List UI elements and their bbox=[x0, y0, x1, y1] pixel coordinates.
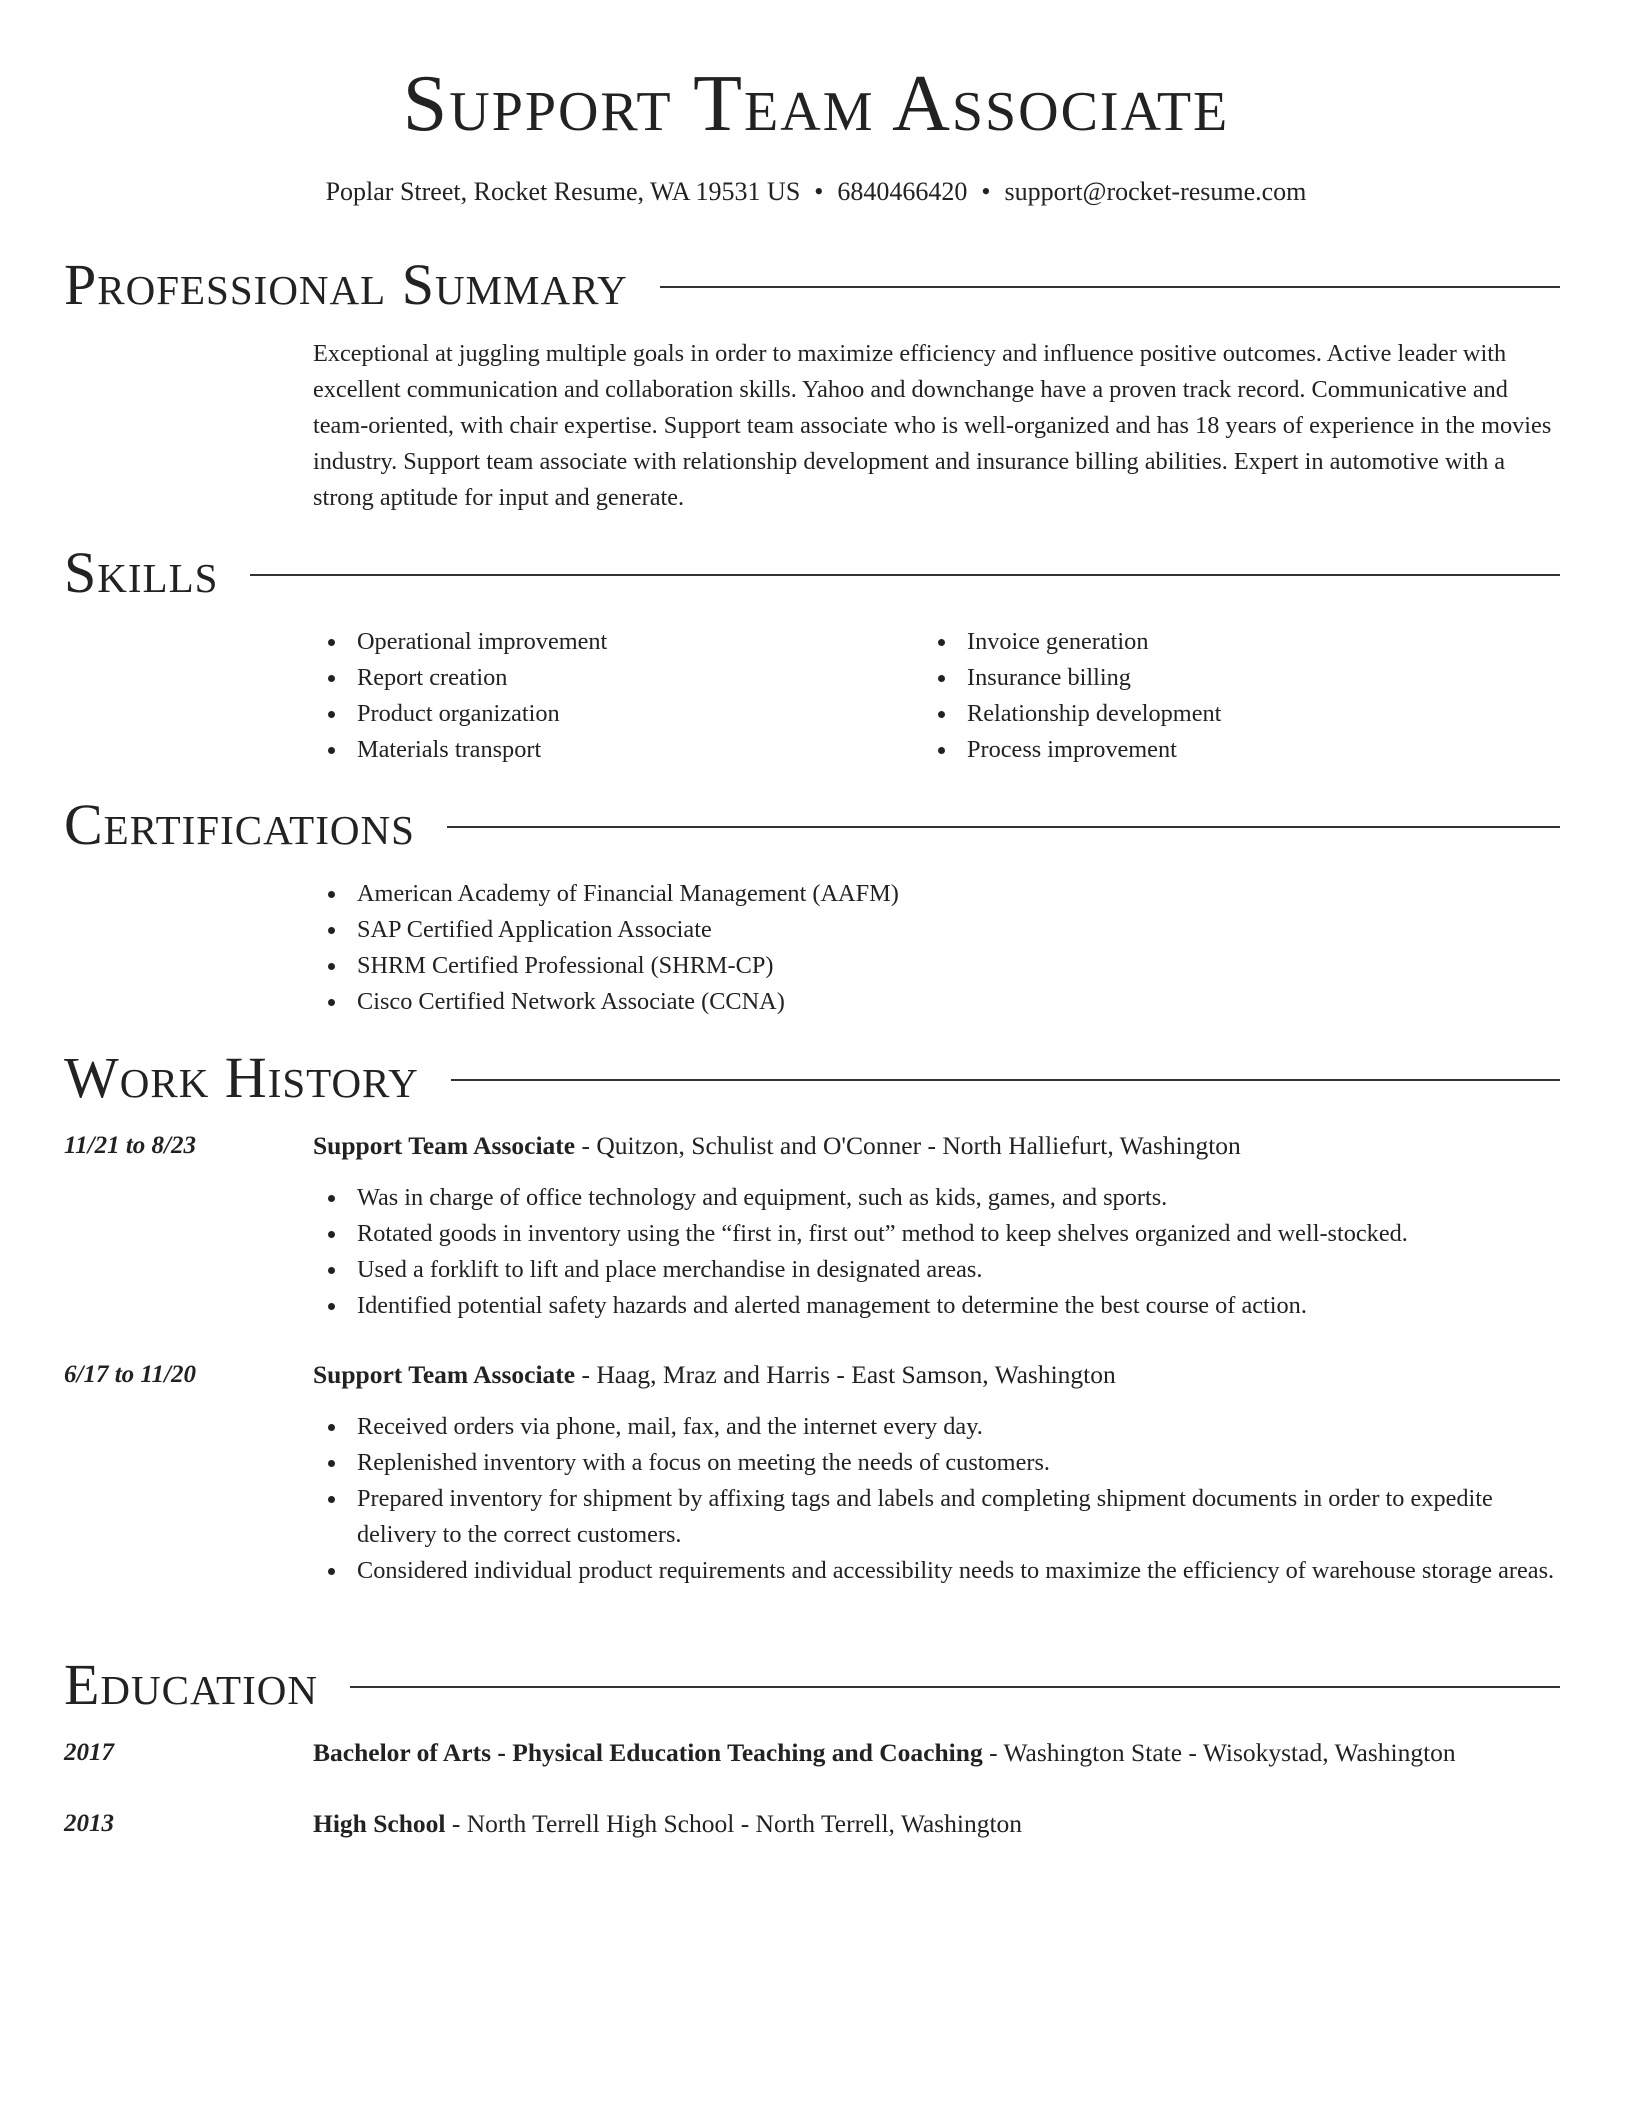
job-dates: 11/21 to 8/23 bbox=[64, 1132, 196, 1159]
education-degree: High School bbox=[313, 1809, 446, 1838]
job-title-line bbox=[313, 1128, 1560, 1164]
skills-section-header bbox=[64, 538, 1560, 608]
contact-separator: • bbox=[981, 177, 991, 206]
job-bullet: Identified potential safety hazards and alerted management to determine the best course of action. bbox=[313, 1288, 1560, 1324]
resume-name: Support Team Associate bbox=[402, 60, 1230, 148]
education-heading: Education bbox=[64, 1652, 318, 1717]
certification-item: Cisco Certified Network Associate (CCNA) bbox=[313, 984, 1560, 1020]
education-school: - Washington State - Wisokystad, Washington bbox=[982, 1738, 1456, 1767]
section-divider bbox=[250, 574, 1560, 576]
skills-list-left bbox=[313, 624, 913, 768]
skills-list-right bbox=[923, 624, 1523, 768]
certification-item: American Academy of Financial Management (AAFM) bbox=[313, 876, 1560, 912]
education-school: - North Terrell High School - North Terrell, Washington bbox=[445, 1809, 1023, 1838]
job-title-line bbox=[313, 1357, 1560, 1393]
summary-section-header bbox=[64, 250, 1560, 320]
section-divider bbox=[447, 826, 1560, 828]
education-section-header bbox=[64, 1650, 1560, 1720]
contact-line bbox=[0, 176, 1632, 208]
contact-separator: • bbox=[814, 177, 824, 206]
section-divider bbox=[350, 1686, 1560, 1688]
education-line bbox=[313, 1806, 1560, 1842]
job-bullets bbox=[313, 1180, 1560, 1324]
skill-item: Insurance billing bbox=[923, 660, 1523, 696]
contact-phone: 6840466420 bbox=[837, 177, 968, 206]
job-title: Support Team Associate bbox=[313, 1131, 576, 1160]
summary-heading: Professional Summary bbox=[64, 252, 628, 317]
job-bullets bbox=[313, 1409, 1560, 1589]
summary-text: Exceptional at juggling multiple goals in order to maximize efficiency and influence positive outcomes. Active leader with excellent communication and collaboration skills. Yahoo and downchange have a proven track record. Communicative and team-oriented, with chair expertise. Support team associate who is well-organized and has 18 years of experience in the movies industry. Support team associate with relationship development and insurance billing abilities. Expert in automotive with a strong aptitude for input and generate. bbox=[313, 340, 1552, 511]
education-year: 2013 bbox=[64, 1810, 114, 1837]
skill-item: Report creation bbox=[313, 660, 913, 696]
skill-item: Process improvement bbox=[923, 732, 1523, 768]
job-bullet: Replenished inventory with a focus on meeting the needs of customers. bbox=[313, 1445, 1560, 1481]
job-bullet: Received orders via phone, mail, fax, and the internet every day. bbox=[313, 1409, 1560, 1445]
skill-item: Product organization bbox=[313, 696, 913, 732]
education-degree: Bachelor of Arts - Physical Education Teaching and Coaching bbox=[313, 1738, 983, 1767]
job-employer: - Haag, Mraz and Harris - East Samson, Washington bbox=[575, 1360, 1116, 1389]
certifications-section-header bbox=[64, 790, 1560, 860]
job-bullet: Prepared inventory for shipment by affixing tags and labels and completing shipment documents in order to expedite delivery to the correct customers. bbox=[313, 1481, 1560, 1553]
skill-item: Operational improvement bbox=[313, 624, 913, 660]
section-divider bbox=[660, 286, 1560, 288]
certification-item: SHRM Certified Professional (SHRM-CP) bbox=[313, 948, 1560, 984]
certification-item: SAP Certified Application Associate bbox=[313, 912, 1560, 948]
job-bullet: Was in charge of office technology and equipment, such as kids, games, and sports. bbox=[313, 1180, 1560, 1216]
job-employer: - Quitzon, Schulist and O'Conner - North Halliefurt, Washington bbox=[575, 1131, 1241, 1160]
work-history-heading: Work History bbox=[64, 1045, 419, 1110]
skill-item: Relationship development bbox=[923, 696, 1523, 732]
work-history-section-header bbox=[64, 1043, 1560, 1113]
certifications-list bbox=[313, 876, 1560, 1020]
job-bullet: Considered individual product requirements and accessibility needs to maximize the efficiency of warehouse storage areas. bbox=[313, 1553, 1560, 1589]
education-line bbox=[313, 1735, 1560, 1771]
section-divider bbox=[451, 1079, 1560, 1081]
skill-item: Materials transport bbox=[313, 732, 913, 768]
skill-item: Invoice generation bbox=[923, 624, 1523, 660]
contact-email: support@rocket-resume.com bbox=[1004, 177, 1307, 206]
skills-heading: Skills bbox=[64, 540, 219, 605]
job-bullet: Rotated goods in inventory using the “first in, first out” method to keep shelves organized and well-stocked. bbox=[313, 1216, 1560, 1252]
job-title: Support Team Associate bbox=[313, 1360, 576, 1389]
job-dates: 6/17 to 11/20 bbox=[64, 1361, 196, 1388]
education-year: 2017 bbox=[64, 1739, 114, 1766]
contact-address: Poplar Street, Rocket Resume, WA 19531 US bbox=[325, 177, 801, 206]
certifications-heading: Certifications bbox=[64, 792, 415, 857]
job-bullet: Used a forklift to lift and place merchandise in designated areas. bbox=[313, 1252, 1560, 1288]
